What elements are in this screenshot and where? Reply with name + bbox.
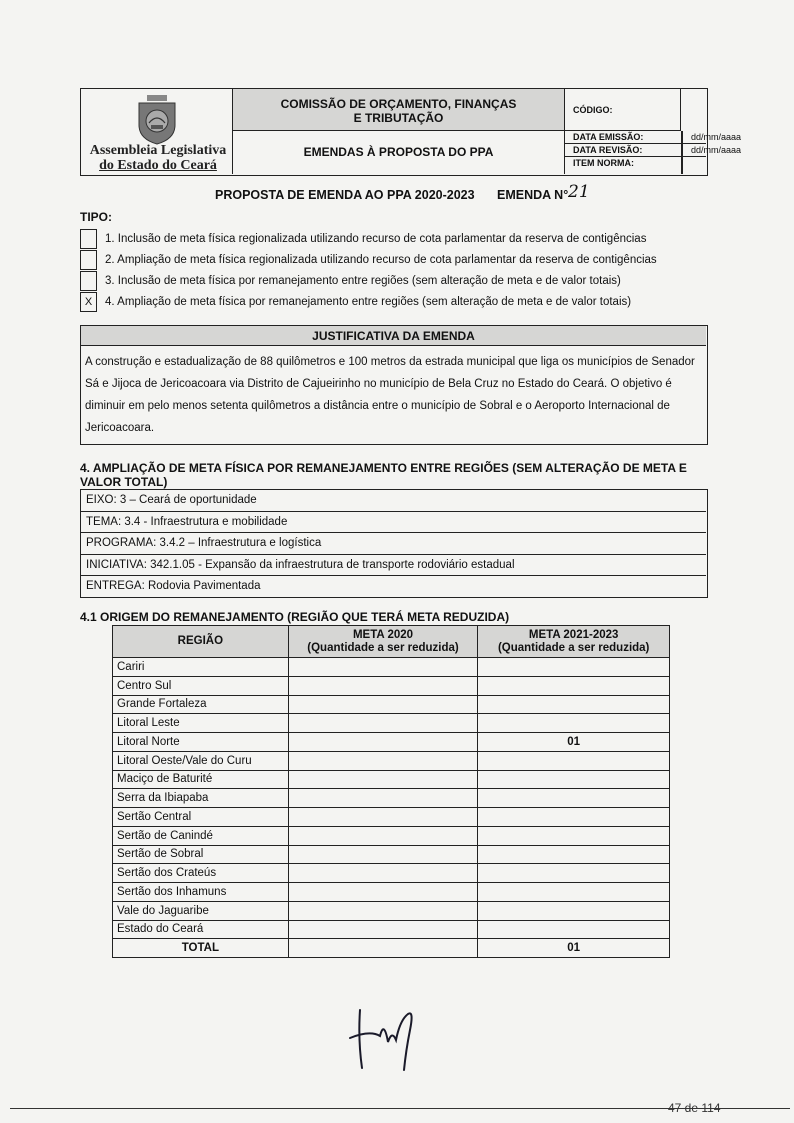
meta2020-cell (288, 864, 478, 883)
meta2123-cell (478, 920, 670, 939)
tipo-option-1: 1. Inclusão de meta física regionalizada utilizando recurso de cota parlamentar da reserva de contigências (105, 233, 647, 245)
meta2020-cell (288, 751, 478, 770)
regiao-cell: Sertão Central (113, 808, 289, 827)
tipo-checkbox-4[interactable]: X (80, 292, 97, 312)
meta2123-cell (478, 901, 670, 920)
meta2123-cell: 01 (478, 733, 670, 752)
section4-box (80, 489, 708, 598)
meta2020-cell (288, 883, 478, 902)
committee-title (233, 89, 565, 131)
table-row (113, 920, 670, 939)
eixo-row: EIXO: 3 – Ceará de oportunidade (81, 490, 706, 512)
meta2020-cell (288, 808, 478, 827)
table-row (113, 676, 670, 695)
divider (681, 131, 683, 174)
regiao-cell: Vale do Jaguaribe (113, 901, 289, 920)
tipo-option-2: 2. Ampliação de meta física regionalizada utilizando recurso de cota parlamentar da reserva de contigências (105, 254, 657, 266)
regiao-cell: Litoral Norte (113, 733, 289, 752)
table-row (113, 826, 670, 845)
meta2123-cell (478, 789, 670, 808)
item-norma-label: ITEM NORMA: (573, 158, 634, 168)
proposal-title: PROPOSTA DE EMENDA AO PPA 2020-2023 (215, 188, 475, 202)
meta2123-cell (478, 751, 670, 770)
entrega-row: ENTREGA: Rodovia Pavimentada (86, 580, 261, 592)
iniciativa-row: INICIATIVA: 342.1.05 - Expansão da infraestrutura de transporte rodoviário estadual (81, 555, 706, 577)
regiao-cell: Serra da Ibiapaba (113, 789, 289, 808)
table-row (113, 658, 670, 677)
col-meta2020-header (288, 626, 478, 658)
table-row (113, 845, 670, 864)
origem-table (112, 625, 670, 958)
page-number: 47 de 114 (668, 1101, 721, 1115)
table-row (113, 695, 670, 714)
meta2020-cell (288, 733, 478, 752)
regiao-cell: Estado do Ceará (113, 920, 289, 939)
col-meta2020-line1: META 2020 (352, 628, 414, 641)
meta2123-cell (478, 658, 670, 677)
section41-title: 4.1 ORIGEM DO REMANEJAMENTO (REGIÃO QUE TERÁ META REDUZIDA) (80, 610, 510, 624)
tipo-option-3: 3. Inclusão de meta física por remanejamento entre regiões (sem alteração de meta e de valor totais) (105, 275, 621, 287)
institution-name-line2: do Estado do Ceará (99, 158, 217, 173)
table-header-row (113, 626, 670, 658)
justificativa-title: JUSTIFICATIVA DA EMENDA (81, 326, 706, 346)
table-row (113, 864, 670, 883)
data-revisao-value: dd/mm/aaaa (691, 145, 742, 155)
table-row (113, 901, 670, 920)
meta2123-cell (478, 883, 670, 902)
section4-title: 4. AMPLIAÇÃO DE META FÍSICA POR REMANEJAMENTO ENTRE REGIÕES (SEM ALTERAÇÃO DE META E VALOR TOTAL) (80, 461, 687, 489)
total-row (113, 939, 670, 958)
total-label: TOTAL (113, 939, 289, 958)
tipo-checkbox-2[interactable] (80, 250, 97, 270)
col-regiao-header (113, 626, 289, 658)
col-regiao-label: REGIÃO (177, 635, 224, 647)
table-row (113, 770, 670, 789)
meta2020-cell (288, 826, 478, 845)
regiao-cell: Sertão de Canindé (113, 826, 289, 845)
total-meta2123: 01 (478, 939, 670, 958)
meta2123-cell (478, 808, 670, 827)
meta2020-cell (288, 901, 478, 920)
tipo-option-4: 4. Ampliação de meta física por remanejamento entre regiões (sem alteração de meta e de valor totais) (105, 296, 632, 308)
committee-title-line2: E TRIBUTAÇÃO (353, 111, 444, 125)
meta2123-cell (478, 695, 670, 714)
col-meta2020-line2: (Quantidade a ser reduzida) (307, 641, 459, 654)
meta2020-cell (288, 920, 478, 939)
table-row (113, 733, 670, 752)
regiao-cell: Grande Fortaleza (113, 695, 289, 714)
regiao-cell: Sertão dos Inhamuns (113, 883, 289, 902)
meta2123-cell (478, 845, 670, 864)
state-crest-icon (133, 95, 181, 145)
table-row (113, 883, 670, 902)
codigo-label: CÓDIGO: (565, 89, 681, 131)
regiao-cell: Sertão de Sobral (113, 845, 289, 864)
total-meta2020 (288, 939, 478, 958)
programa-row: PROGRAMA: 3.4.2 – Infraestrutura e logística (81, 533, 706, 555)
form-header (80, 88, 742, 176)
col-meta2123-header (478, 626, 670, 658)
meta2020-cell (288, 714, 478, 733)
handwritten-signature (340, 990, 430, 1080)
regiao-cell: Centro Sul (113, 676, 289, 695)
regiao-cell: Litoral Oeste/Vale do Curu (113, 751, 289, 770)
data-emissao-value: dd/mm/aaaa (691, 132, 742, 142)
institution-logo-cell (81, 89, 233, 174)
table-row (113, 808, 670, 827)
justificativa-box (80, 325, 708, 445)
tipo-checkbox-1[interactable] (80, 229, 97, 249)
col-meta2123-line1: META 2021-2023 (528, 628, 619, 641)
meta2020-cell (288, 845, 478, 864)
meta2020-cell (288, 676, 478, 695)
regiao-cell: Sertão dos Crateús (113, 864, 289, 883)
regiao-cell: Maciço de Baturité (113, 770, 289, 789)
meta2020-cell (288, 695, 478, 714)
meta2123-cell (478, 770, 670, 789)
meta2123-cell (478, 826, 670, 845)
regiao-cell: Litoral Leste (113, 714, 289, 733)
meta2123-cell (478, 714, 670, 733)
emenda-number-label: EMENDA N° (497, 188, 569, 202)
form-subtitle: EMENDAS À PROPOSTA DO PPA (233, 131, 565, 174)
col-meta2123-line2: (Quantidade a ser reduzida) (497, 641, 650, 654)
tema-row: TEMA: 3.4 - Infraestrutura e mobilidade (81, 512, 706, 534)
regiao-cell: Cariri (113, 658, 289, 677)
emenda-number-handwritten: 21 (568, 182, 590, 202)
justificativa-text: A construção e estadualização de 88 quilômetros e 100 metros da estrada municipal que liga os municípios de Senador Sá e Jijoca de Jericoacoara via Distrito de Cajueirinho no município de Bela Cruz no Estado do Ceará. O objetivo é diminuir em pelo menos setenta quilômetros a distância entre o município de Sobral e o Aeroporto Internacional de Jericoacoara. (85, 356, 695, 434)
data-revisao-label: DATA REVISÃO: (565, 144, 706, 157)
meta2020-cell (288, 789, 478, 808)
table-row (113, 714, 670, 733)
origem-table-body (113, 658, 670, 958)
committee-title-line1: COMISSÃO DE ORÇAMENTO, FINANÇAS (280, 97, 517, 111)
tipo-label: TIPO: (80, 210, 112, 224)
meta2020-cell (288, 770, 478, 789)
data-emissao-label: DATA EMISSÃO: (565, 131, 706, 144)
meta2123-cell (478, 864, 670, 883)
meta2123-cell (478, 676, 670, 695)
meta2020-cell (288, 658, 478, 677)
institution-name-line1: Assembleia Legislativa (89, 143, 227, 158)
table-row (113, 751, 670, 770)
table-row (113, 789, 670, 808)
tipo-checkbox-3[interactable] (80, 271, 97, 291)
